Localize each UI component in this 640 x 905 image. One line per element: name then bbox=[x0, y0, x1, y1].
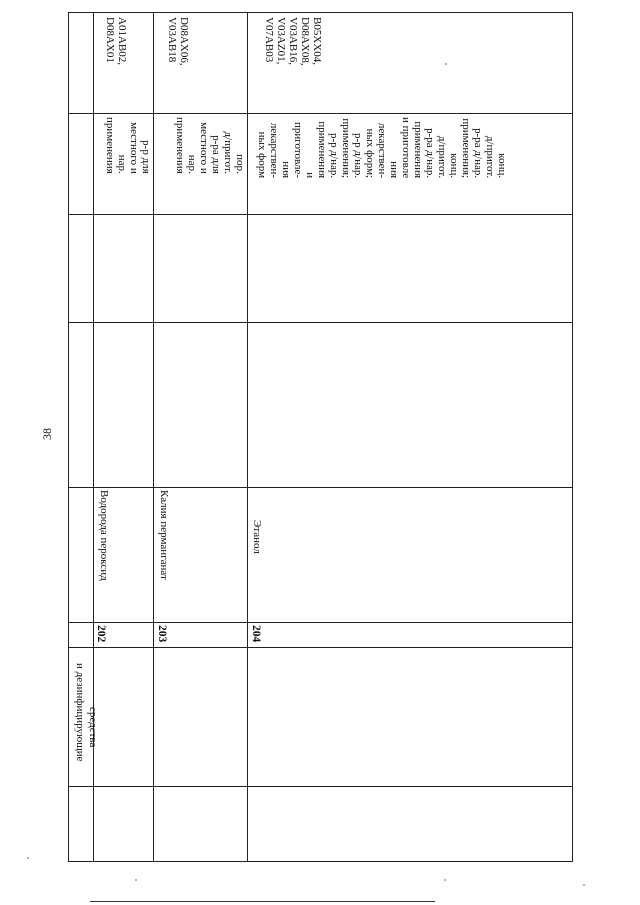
column-separator bbox=[68, 647, 573, 648]
atc-code: A01AB02, D08AX01 bbox=[104, 17, 128, 65]
column-separator bbox=[68, 786, 573, 787]
substance-name: Этанол bbox=[251, 520, 263, 554]
dosage-form: р-р для местного и нар. применения bbox=[104, 117, 152, 174]
atc-code: B05XX04, D08AX08, V03AB16, V03AZ01, V07AB03 bbox=[263, 17, 323, 66]
scan-dot bbox=[583, 884, 585, 886]
table-row-number: 202 bbox=[95, 625, 107, 643]
scan-dot bbox=[135, 879, 137, 881]
dosage-form: пор. д/пригот. р-ра для местного и нар. применения bbox=[174, 117, 246, 174]
substance-name: Калия перманганат bbox=[158, 490, 170, 580]
grid-line-bottom bbox=[68, 861, 573, 862]
row-separator bbox=[247, 12, 248, 862]
grid-line-right bbox=[572, 12, 573, 862]
dosage-form: конц. д/пригот. р-ра д/нар. применения; конц. д/пригот. р-ра д/нар. применения и приготовле ния лекарствен- ных форм; р-р д/нар. применения; р-р д/нар. применения и приготовле- ния лекарствен- ных форм bbox=[256, 117, 508, 179]
table-row-number: 204 bbox=[250, 625, 262, 643]
scan-dot bbox=[27, 857, 29, 859]
grid-line-top bbox=[68, 12, 573, 13]
scan-dot bbox=[445, 63, 447, 65]
row-separator bbox=[153, 12, 154, 862]
table-row-number: 203 bbox=[156, 625, 168, 643]
scan-dot bbox=[444, 879, 446, 881]
column-separator bbox=[68, 113, 573, 114]
category-line-1: и дезинфицирующие bbox=[74, 663, 86, 762]
column-separator bbox=[68, 622, 573, 623]
column-separator bbox=[68, 322, 573, 323]
bottom-rule bbox=[90, 901, 435, 902]
column-separator bbox=[68, 487, 573, 488]
category-line-2: средства bbox=[87, 707, 99, 748]
page-number: 38 bbox=[40, 428, 54, 440]
atc-code: D08AX06, V03AB18 bbox=[166, 17, 190, 66]
substance-name: Водорода пероксид bbox=[98, 490, 110, 581]
column-separator bbox=[68, 214, 573, 215]
grid-line-left bbox=[68, 12, 69, 862]
